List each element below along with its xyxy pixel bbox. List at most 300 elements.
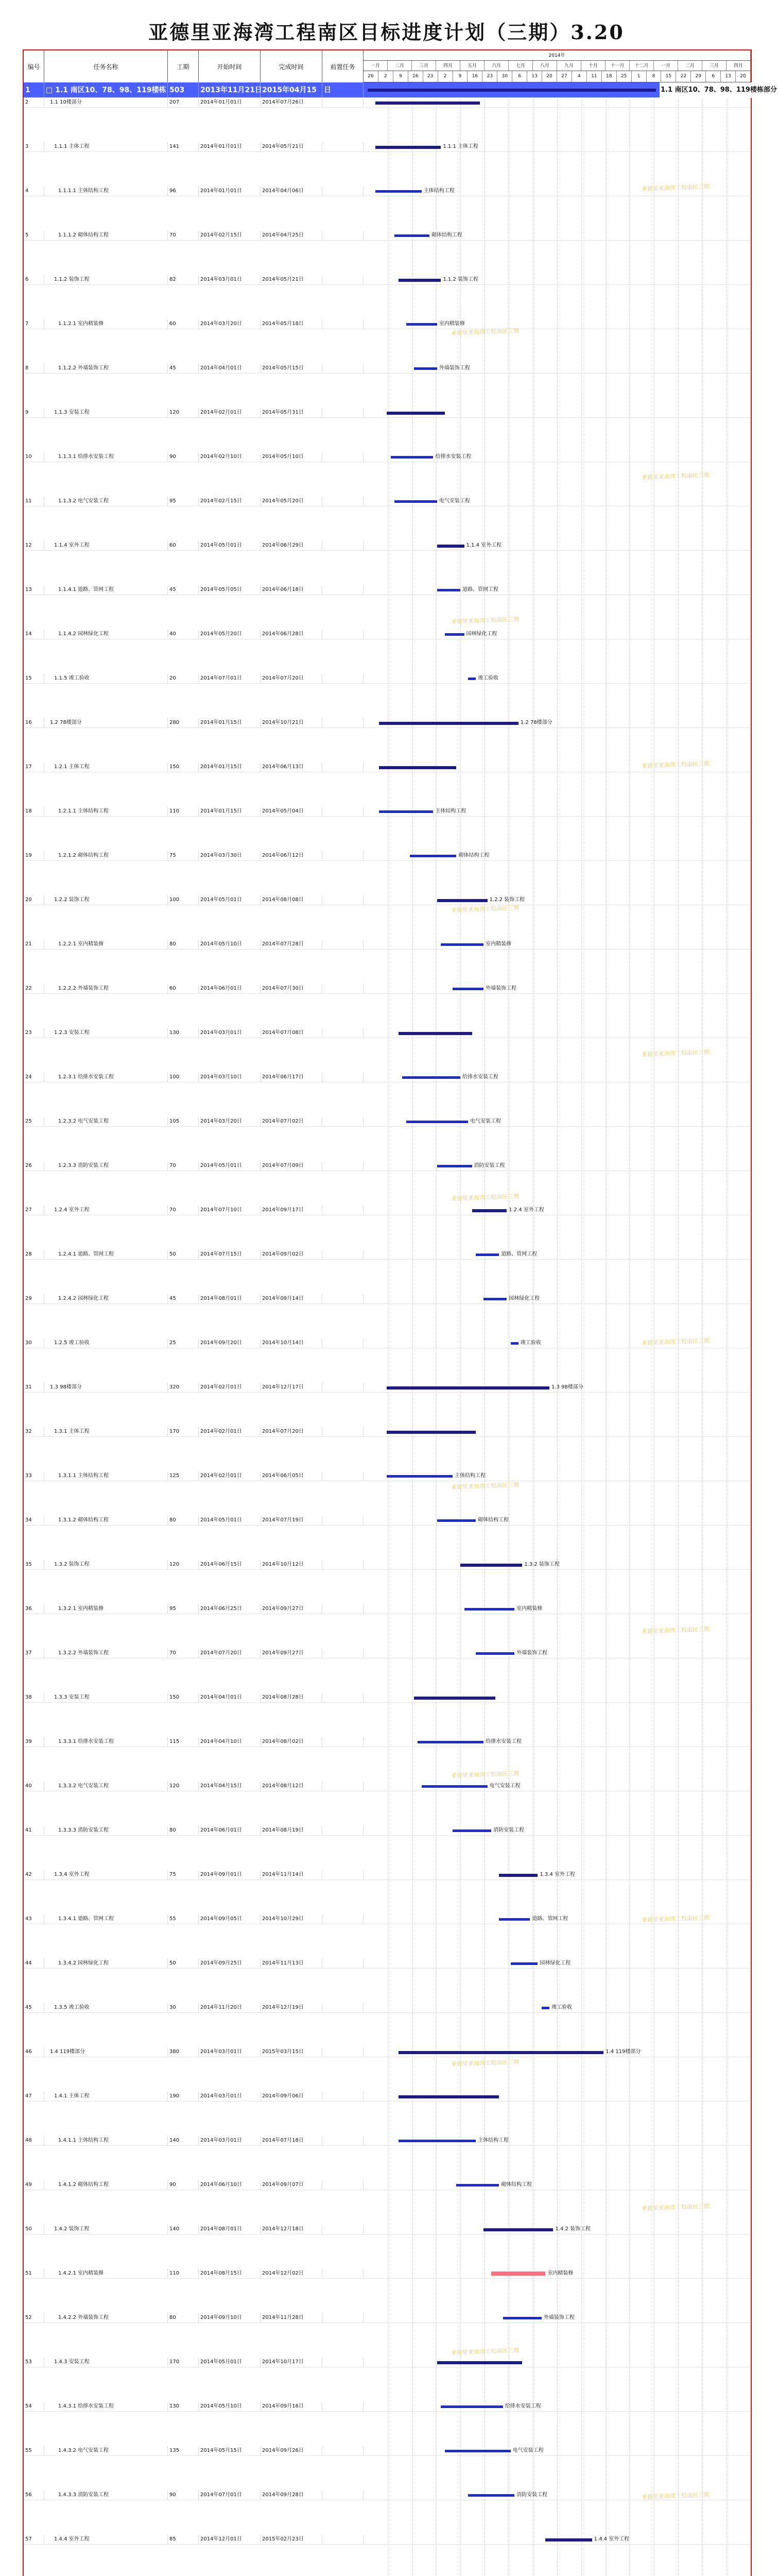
task-row[interactable] bbox=[24, 2313, 751, 2323]
timeline-months bbox=[364, 61, 751, 71]
summary-bar[interactable] bbox=[375, 101, 480, 105]
task-row[interactable] bbox=[24, 762, 751, 772]
critical-bar[interactable] bbox=[491, 2272, 545, 2276]
task-pred bbox=[322, 1073, 364, 1082]
task-bar[interactable] bbox=[394, 234, 429, 237]
task-name: 1.4.1 主体工程 bbox=[44, 2092, 168, 2101]
task-no: 33 bbox=[24, 1471, 44, 1481]
watermark-text: 亚德里亚海湾工程南区三期 bbox=[641, 1337, 710, 1347]
task-finish: 2014年11月14日 bbox=[261, 1870, 322, 1879]
task-row[interactable] bbox=[24, 674, 751, 684]
task-finish: 2014年07月19日 bbox=[261, 1516, 322, 1525]
task-bar-area bbox=[364, 187, 751, 196]
task-no: 56 bbox=[24, 2490, 44, 2500]
task-row[interactable] bbox=[24, 2446, 751, 2456]
task-finish: 2014年04月06日 bbox=[261, 187, 322, 196]
task-bar-area bbox=[364, 1516, 751, 1525]
task-row[interactable] bbox=[24, 1737, 751, 1747]
task-bar-area bbox=[364, 1250, 751, 1259]
task-row[interactable] bbox=[24, 984, 751, 994]
timeline-day: 23 bbox=[482, 71, 497, 82]
task-bar[interactable] bbox=[445, 633, 464, 636]
task-pred bbox=[322, 275, 364, 284]
task-finish: 2014年12月18日 bbox=[261, 2225, 322, 2234]
col-duration-header[interactable]: 工期 bbox=[168, 50, 199, 82]
task-pred bbox=[322, 1782, 364, 1791]
task-start: 2014年05月20日 bbox=[199, 630, 261, 639]
task-bar[interactable] bbox=[511, 1342, 518, 1345]
summary-bar[interactable] bbox=[414, 1697, 495, 1700]
task-no: 10 bbox=[24, 452, 44, 462]
task-row[interactable] bbox=[24, 187, 751, 196]
task-row[interactable] bbox=[24, 630, 751, 639]
summary-bar[interactable] bbox=[399, 279, 441, 282]
task-bar[interactable] bbox=[456, 2184, 499, 2187]
task-duration: 70 bbox=[168, 1161, 199, 1171]
task-bar[interactable] bbox=[422, 1785, 488, 1788]
task-row[interactable] bbox=[24, 940, 751, 950]
task-bar-area bbox=[364, 142, 751, 151]
task-name: 1.4 119楼部分 bbox=[44, 2047, 168, 2057]
summary-bar[interactable] bbox=[379, 722, 518, 725]
watermark-text: 亚德里亚海湾工程南区三期 bbox=[641, 1048, 710, 1058]
task-row[interactable] bbox=[24, 807, 751, 817]
task-bar[interactable] bbox=[391, 456, 434, 459]
task-duration: 80 bbox=[168, 940, 199, 949]
task-row[interactable] bbox=[24, 1294, 751, 1304]
task-row[interactable] bbox=[24, 1870, 751, 1880]
task-bar[interactable] bbox=[414, 367, 437, 370]
task-duration: 380 bbox=[168, 2047, 199, 2057]
task-row[interactable] bbox=[24, 1383, 751, 1393]
task-no: 7 bbox=[24, 319, 44, 329]
task-bar[interactable] bbox=[437, 1519, 476, 1522]
bar-label: 电气安装工程 bbox=[489, 1783, 521, 1789]
col-no-header[interactable]: 编号 bbox=[24, 50, 44, 82]
summary-bar[interactable] bbox=[379, 766, 456, 769]
task-start: 2014年04月10日 bbox=[199, 1737, 261, 1747]
task-start: 2014年05月01日 bbox=[199, 895, 261, 905]
timeline-day: 23 bbox=[423, 71, 438, 82]
task-finish: 2014年05月15日 bbox=[261, 364, 322, 373]
task-name: 1.1.2.1 室内精装修 bbox=[44, 319, 168, 329]
watermark-text: 亚德里亚海湾工程南区三期 bbox=[641, 183, 710, 193]
task-no: 15 bbox=[24, 674, 44, 683]
task-row[interactable] bbox=[24, 1782, 751, 1791]
task-row[interactable] bbox=[24, 2003, 751, 2013]
task-row[interactable] bbox=[24, 142, 751, 152]
bar-label: 砌体结构工程 bbox=[478, 1517, 509, 1523]
task-pred bbox=[322, 940, 364, 949]
task-bar[interactable] bbox=[464, 1608, 515, 1611]
task-bar-area bbox=[364, 1560, 751, 1569]
task-no: 46 bbox=[24, 2047, 44, 2057]
task-bar-area bbox=[364, 1870, 751, 1879]
task-no: 17 bbox=[24, 762, 44, 772]
task-name: 1.3.3.3 消防安装工程 bbox=[44, 1826, 168, 1835]
timeline-month: 三月 bbox=[412, 61, 436, 71]
task-pred bbox=[322, 2136, 364, 2145]
task-finish: 2014年05月10日 bbox=[261, 452, 322, 462]
col-name-header[interactable]: 任务名称 bbox=[44, 50, 168, 82]
task-name: 1.3.2 装饰工程 bbox=[44, 1560, 168, 1569]
task-row[interactable] bbox=[24, 895, 751, 905]
task-row[interactable] bbox=[24, 718, 751, 728]
task-bar-area bbox=[364, 1693, 751, 1702]
task-no: 6 bbox=[24, 275, 44, 284]
task-name: 1.1 10楼部分 bbox=[44, 98, 168, 107]
task-no: 23 bbox=[24, 1028, 44, 1038]
task-name: 1.2.1.1 主体结构工程 bbox=[44, 807, 168, 816]
task-bar[interactable] bbox=[402, 1076, 460, 1079]
summary-bar[interactable] bbox=[499, 1874, 538, 1877]
task-bar[interactable] bbox=[379, 810, 433, 813]
task-bar-area bbox=[364, 275, 751, 284]
watermark-text: 亚德里亚海湾工程南区三期 bbox=[451, 2347, 520, 2357]
task-pred bbox=[322, 231, 364, 240]
task-bar[interactable] bbox=[410, 855, 456, 857]
task-start: 2014年03月01日 bbox=[199, 1028, 261, 1038]
bar-label: 外墙装饰工程 bbox=[486, 986, 517, 991]
task-pred bbox=[322, 319, 364, 329]
task-no: 32 bbox=[24, 1427, 44, 1436]
bar-label: 砌体结构工程 bbox=[431, 232, 462, 238]
task-finish: 2014年09月16日 bbox=[261, 2402, 322, 2411]
selected-task-row[interactable] bbox=[24, 82, 777, 98]
task-bar-area bbox=[364, 98, 751, 107]
task-row[interactable] bbox=[24, 231, 751, 241]
task-bar[interactable] bbox=[375, 190, 422, 193]
task-bar[interactable] bbox=[468, 2494, 514, 2497]
task-row[interactable] bbox=[24, 1028, 751, 1038]
task-row[interactable] bbox=[24, 1117, 751, 1127]
task-row[interactable] bbox=[24, 2136, 751, 2146]
task-row[interactable] bbox=[24, 275, 751, 285]
task-no: 25 bbox=[24, 1117, 44, 1126]
task-start: 2014年02月15日 bbox=[199, 231, 261, 240]
task-duration: 110 bbox=[168, 807, 199, 816]
summary-bar[interactable] bbox=[460, 1564, 522, 1567]
task-no: 52 bbox=[24, 2313, 44, 2323]
task-row[interactable] bbox=[24, 541, 751, 551]
task-row[interactable] bbox=[24, 1914, 751, 1924]
task-row[interactable] bbox=[24, 1338, 751, 1348]
task-bar[interactable] bbox=[406, 323, 437, 326]
task-pred bbox=[322, 895, 364, 905]
task-pred bbox=[322, 2225, 364, 2234]
task-name: 1.3.1 主体工程 bbox=[44, 1427, 168, 1436]
task-bar[interactable] bbox=[511, 1962, 538, 1965]
timeline-day: 30 bbox=[497, 71, 512, 82]
task-start: 2014年01月01日 bbox=[199, 142, 261, 151]
task-duration: 70 bbox=[168, 231, 199, 240]
task-bar-area bbox=[364, 2402, 751, 2411]
task-bar-area bbox=[364, 2092, 751, 2101]
task-bar[interactable] bbox=[437, 589, 460, 591]
task-finish: 2014年11月13日 bbox=[261, 1959, 322, 1968]
task-duration: 80 bbox=[168, 2313, 199, 2323]
task-name: 1.2.2 装饰工程 bbox=[44, 895, 168, 905]
task-bar-area bbox=[364, 541, 751, 550]
bar-label: 1.2 78楼部分 bbox=[520, 720, 552, 725]
task-name: 1.2.3 安装工程 bbox=[44, 1028, 168, 1038]
task-pred bbox=[322, 2047, 364, 2057]
task-no: 35 bbox=[24, 1560, 44, 1569]
task-bar[interactable] bbox=[437, 1165, 472, 1167]
watermark-text: 亚德里亚海湾工程南区三期 bbox=[641, 2202, 710, 2212]
task-pred bbox=[322, 2269, 364, 2278]
watermark-text: 亚德里亚海湾工程南区三期 bbox=[641, 471, 710, 481]
task-row[interactable] bbox=[24, 2047, 751, 2057]
task-start: 2014年08月01日 bbox=[199, 2225, 261, 2234]
task-finish: 2014年09月14日 bbox=[261, 1294, 322, 1303]
task-finish: 2014年05月04日 bbox=[261, 807, 322, 816]
task-duration: 135 bbox=[168, 2446, 199, 2455]
task-bar-area bbox=[364, 2358, 751, 2367]
task-name: 1.2.4.2 园林绿化工程 bbox=[44, 1294, 168, 1303]
task-row[interactable] bbox=[24, 1161, 751, 1171]
task-no: 48 bbox=[24, 2136, 44, 2145]
timeline-month: 四月 bbox=[436, 61, 460, 71]
summary-bar[interactable] bbox=[437, 899, 488, 902]
task-bar[interactable] bbox=[418, 1741, 483, 1743]
task-name: 1.3 98楼部分 bbox=[44, 1383, 168, 1392]
task-bar[interactable] bbox=[483, 1298, 507, 1300]
task-no: 14 bbox=[24, 630, 44, 639]
task-no: 43 bbox=[24, 1914, 44, 1924]
task-row[interactable] bbox=[24, 98, 751, 108]
task-finish: 2014年07月08日 bbox=[261, 1028, 322, 1038]
task-row[interactable] bbox=[24, 1516, 751, 1526]
task-duration: 140 bbox=[168, 2136, 199, 2145]
task-bar[interactable] bbox=[453, 1829, 491, 1832]
bar-label: 1.3.2 装饰工程 bbox=[524, 1562, 560, 1567]
bar-label: 园林绿化工程 bbox=[466, 631, 497, 637]
timeline-day: 2 bbox=[378, 71, 393, 82]
task-finish: 2014年10月21日 bbox=[261, 718, 322, 727]
task-row[interactable] bbox=[24, 1206, 751, 1215]
task-no: 1 bbox=[24, 82, 44, 97]
task-name: 1.3.3 安装工程 bbox=[44, 1693, 168, 1702]
task-row[interactable] bbox=[24, 1649, 751, 1658]
bar-label: 电气安装工程 bbox=[470, 1118, 502, 1124]
task-row[interactable] bbox=[24, 319, 751, 329]
task-bar[interactable] bbox=[476, 1253, 499, 1256]
task-duration: 90 bbox=[168, 2490, 199, 2500]
task-row[interactable] bbox=[24, 2180, 751, 2190]
task-finish: 2014年08月19日 bbox=[261, 1826, 322, 1835]
summary-bar[interactable] bbox=[399, 2095, 499, 2098]
task-no: 44 bbox=[24, 1959, 44, 1968]
timeline-month: 二月 bbox=[678, 61, 702, 71]
watermark-text: 亚德里亚海湾工程南区三期 bbox=[451, 1770, 520, 1780]
task-name: 1.4.4 室外工程 bbox=[44, 2535, 168, 2544]
task-duration: 20 bbox=[168, 674, 199, 683]
task-finish: 2014年07月30日 bbox=[261, 984, 322, 993]
task-finish: 2014年10月29日 bbox=[261, 1914, 322, 1924]
summary-bar[interactable] bbox=[437, 545, 464, 548]
task-pred bbox=[322, 2535, 364, 2544]
task-row[interactable] bbox=[24, 1959, 751, 1969]
task-pred bbox=[322, 1383, 364, 1392]
task-finish: 2014年09月27日 bbox=[261, 1649, 322, 1658]
task-row[interactable] bbox=[24, 1826, 751, 1836]
task-duration: 115 bbox=[168, 1737, 199, 1747]
task-start: 2014年03月20日 bbox=[199, 1117, 261, 1126]
task-pred bbox=[322, 2446, 364, 2455]
bar-label: 电气安装工程 bbox=[512, 2448, 544, 2453]
summary-bar[interactable] bbox=[375, 146, 441, 149]
task-duration: 50 bbox=[168, 1959, 199, 1968]
task-start: 2014年08月15日 bbox=[199, 2269, 261, 2278]
task-finish: 2014年09月17日 bbox=[261, 1206, 322, 1215]
summary-bar[interactable] bbox=[387, 1431, 476, 1434]
task-name: 1.1.5 竣工验收 bbox=[44, 674, 168, 683]
watermark-text: 亚德里亚海湾工程南区三期 bbox=[451, 1481, 520, 1491]
summary-bar[interactable] bbox=[483, 2228, 553, 2231]
task-start: 2014年05月15日 bbox=[199, 2446, 261, 2455]
task-no: 11 bbox=[24, 497, 44, 506]
task-row[interactable] bbox=[24, 452, 751, 462]
task-bar[interactable] bbox=[503, 2317, 542, 2319]
task-duration: 105 bbox=[168, 1117, 199, 1126]
timeline-year: 2014年 bbox=[364, 50, 751, 60]
task-start: 2014年01月15日 bbox=[199, 718, 261, 727]
summary-bar[interactable] bbox=[399, 2051, 604, 2054]
task-duration: 95 bbox=[168, 1604, 199, 1614]
task-bar-area bbox=[364, 1427, 751, 1436]
task-name: 1.2.4 室外工程 bbox=[44, 1206, 168, 1215]
task-row[interactable] bbox=[24, 1073, 751, 1082]
task-start: 2013年11月21日 bbox=[199, 82, 261, 97]
task-no: 20 bbox=[24, 895, 44, 905]
bar-label: 1.3.4 室外工程 bbox=[540, 1872, 576, 1877]
task-bar[interactable] bbox=[406, 1121, 468, 1123]
task-row[interactable] bbox=[24, 364, 751, 374]
timeline-day: 2 bbox=[438, 71, 453, 82]
task-bar[interactable] bbox=[441, 2405, 503, 2408]
col-finish-header[interactable]: 完成时间 bbox=[261, 50, 322, 82]
task-bar[interactable] bbox=[387, 1475, 453, 1478]
task-duration: 50 bbox=[168, 1250, 199, 1259]
timeline-day: 16 bbox=[468, 71, 482, 82]
task-pred bbox=[322, 585, 364, 595]
task-finish: 2014年09月26日 bbox=[261, 2446, 322, 2455]
task-no: 39 bbox=[24, 1737, 44, 1747]
task-row[interactable] bbox=[24, 1427, 751, 1437]
task-start: 2014年05月10日 bbox=[199, 940, 261, 949]
summary-bar[interactable] bbox=[387, 412, 445, 415]
task-bar[interactable] bbox=[441, 943, 483, 946]
task-row[interactable] bbox=[24, 1604, 751, 1614]
task-row[interactable] bbox=[24, 1250, 751, 1260]
task-name: 1.3.4.1 道路、管网工程 bbox=[44, 1914, 168, 1924]
task-start: 2014年04月15日 bbox=[199, 1782, 261, 1791]
task-no: 37 bbox=[24, 1649, 44, 1658]
task-start: 2014年02月01日 bbox=[199, 1427, 261, 1436]
task-row[interactable] bbox=[24, 1693, 751, 1703]
task-duration: 120 bbox=[168, 1560, 199, 1569]
summary-bar[interactable] bbox=[472, 1209, 507, 1212]
task-name: 1.2.3.2 电气安装工程 bbox=[44, 1117, 168, 1126]
summary-bar[interactable] bbox=[545, 2538, 592, 2541]
task-no: 57 bbox=[24, 2535, 44, 2544]
task-finish: 2014年12月19日 bbox=[261, 2003, 322, 2012]
col-pred-header[interactable]: 前置任务 bbox=[322, 50, 364, 82]
task-bar-area bbox=[364, 231, 751, 240]
task-bar[interactable] bbox=[394, 500, 437, 503]
task-bar[interactable] bbox=[542, 2007, 549, 2009]
timeline-day: 6 bbox=[512, 71, 527, 82]
task-duration: 70 bbox=[168, 1649, 199, 1658]
task-bar[interactable] bbox=[445, 2450, 511, 2452]
task-finish: 2014年10月12日 bbox=[261, 1560, 322, 1569]
timeline-years bbox=[364, 50, 751, 61]
task-bar[interactable] bbox=[399, 2140, 476, 2142]
task-row[interactable] bbox=[24, 2269, 751, 2279]
task-row[interactable] bbox=[24, 2490, 751, 2500]
task-finish: 2014年05月18日 bbox=[261, 319, 322, 329]
task-finish: 2014年08月28日 bbox=[261, 1693, 322, 1702]
task-row[interactable] bbox=[24, 851, 751, 861]
task-row[interactable] bbox=[24, 408, 751, 418]
project-summary-bar[interactable] bbox=[368, 89, 656, 92]
task-duration: 55 bbox=[168, 1914, 199, 1924]
task-bar-area bbox=[364, 2490, 751, 2500]
task-row[interactable] bbox=[24, 2402, 751, 2412]
task-start: 2014年11月20日 bbox=[199, 2003, 261, 2012]
task-no: 42 bbox=[24, 1870, 44, 1879]
task-no: 41 bbox=[24, 1826, 44, 1835]
task-duration: 40 bbox=[168, 630, 199, 639]
watermark-text: 亚德里亚海湾工程南区三期 bbox=[451, 2058, 520, 2068]
task-no: 49 bbox=[24, 2180, 44, 2190]
task-row[interactable] bbox=[24, 2358, 751, 2367]
task-name: 1.4.2 装饰工程 bbox=[44, 2225, 168, 2234]
task-row[interactable] bbox=[24, 2225, 751, 2234]
task-row[interactable] bbox=[24, 585, 751, 595]
watermark-text: 亚德里亚海湾工程南区三期 bbox=[641, 1625, 710, 1635]
task-bar[interactable] bbox=[499, 1918, 530, 1921]
timeline-month: 一月 bbox=[364, 61, 388, 71]
task-start: 2014年06月01日 bbox=[199, 1826, 261, 1835]
task-bar-area bbox=[364, 807, 751, 816]
task-bar-area bbox=[364, 1028, 751, 1038]
task-bar[interactable] bbox=[476, 1652, 514, 1655]
task-duration: 60 bbox=[168, 319, 199, 329]
task-finish: 2014年08月08日 bbox=[261, 895, 322, 905]
task-row[interactable] bbox=[24, 497, 751, 506]
task-bar-area bbox=[364, 319, 751, 329]
task-start: 2014年01月01日 bbox=[199, 98, 261, 107]
task-row[interactable] bbox=[24, 1471, 751, 1481]
task-name: 1.1.2 装饰工程 bbox=[44, 275, 168, 284]
summary-bar[interactable] bbox=[399, 1032, 472, 1035]
task-row[interactable] bbox=[24, 2092, 751, 2102]
bar-label: 消防安装工程 bbox=[493, 1827, 525, 1833]
task-bar[interactable] bbox=[468, 677, 476, 680]
col-start-header[interactable]: 开始时间 bbox=[199, 50, 261, 82]
task-duration: 120 bbox=[168, 408, 199, 417]
task-start: 2014年07月20日 bbox=[199, 1649, 261, 1658]
task-row[interactable] bbox=[24, 1560, 751, 1570]
summary-bar[interactable] bbox=[387, 1386, 549, 1389]
task-bar-area bbox=[364, 497, 751, 506]
task-bar[interactable] bbox=[453, 988, 483, 990]
task-row[interactable] bbox=[24, 2535, 751, 2545]
summary-bar[interactable] bbox=[437, 2361, 522, 2364]
task-bar-area bbox=[364, 851, 751, 860]
